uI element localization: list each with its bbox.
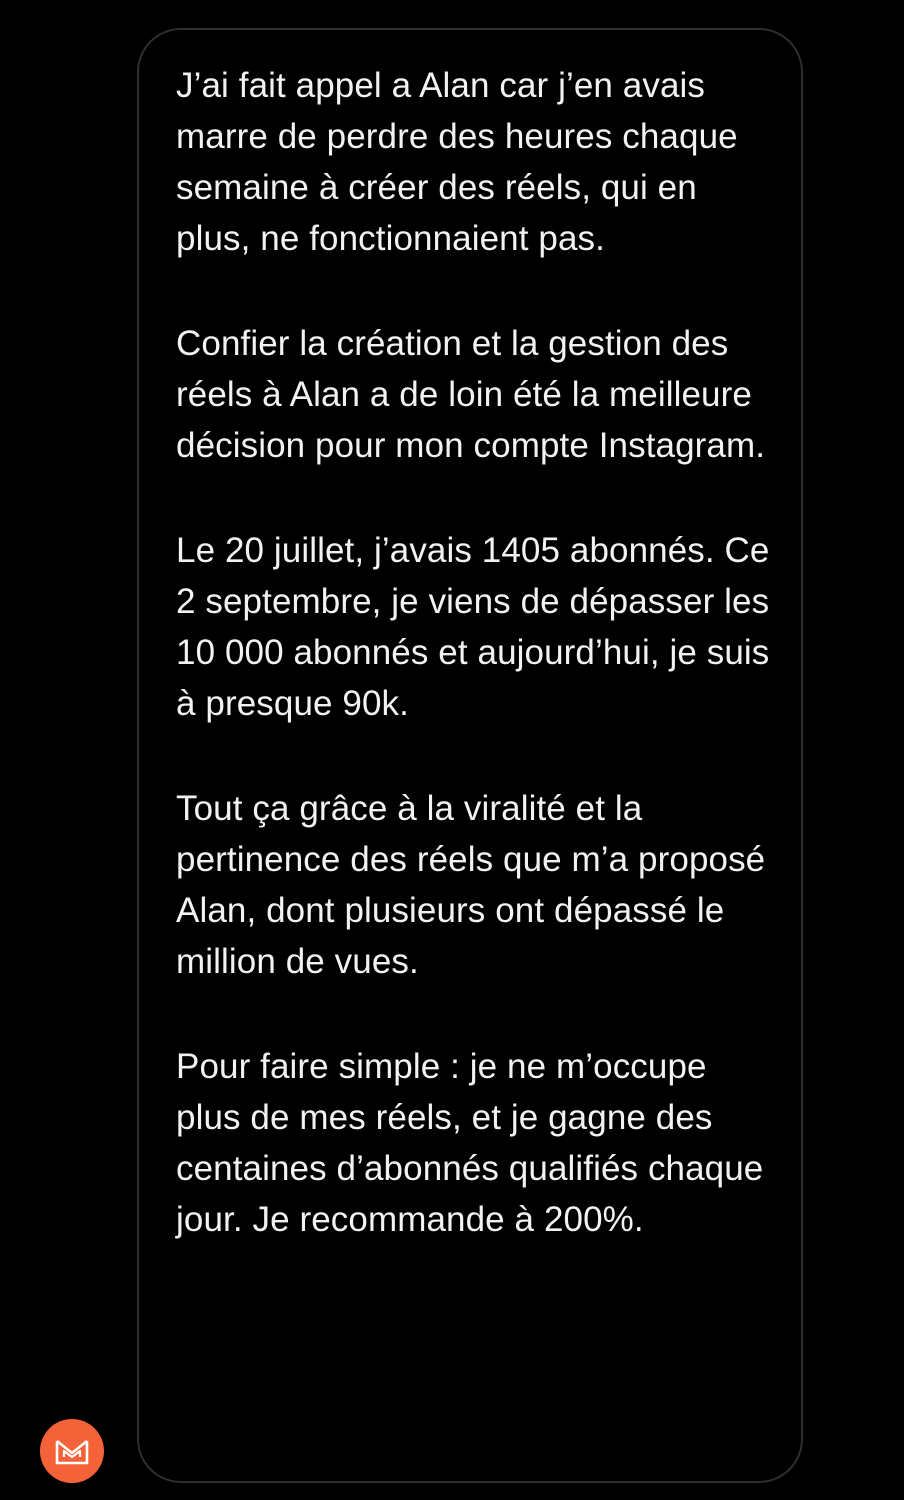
- mail-logo-icon: [55, 1437, 89, 1465]
- message-paragraph-3: Le 20 juillet, j’avais 1405 abonnés. Ce 2 septembre, je viens de dépasser les 10 000 abonnés et aujourd’hui, je suis à presque 90k.: [176, 531, 770, 723]
- sender-avatar[interactable]: [40, 1419, 104, 1483]
- message-paragraph-5: Pour faire simple : je ne m’occupe plus de mes réels, et je gagne des centaines d’abonnés qualifiés chaque jour. Je recommande à 200%.: [176, 1047, 764, 1239]
- message-bubble[interactable]: [137, 28, 803, 1483]
- message-paragraph-1: J’ai fait appel a Alan car j’en avais marre de perdre des heures chaque semaine à créer des réels, qui en plus, ne fonctionnaient pas.: [176, 66, 738, 258]
- message-paragraph-2: Confier la création et la gestion des réels à Alan a de loin été la meilleure décision pour mon compte Instagram.: [176, 324, 766, 465]
- message-paragraph-4: Tout ça grâce à la viralité et la pertinence des réels que m’a proposé Alan, dont plusieurs ont dépassé le million de vues.: [176, 789, 766, 981]
